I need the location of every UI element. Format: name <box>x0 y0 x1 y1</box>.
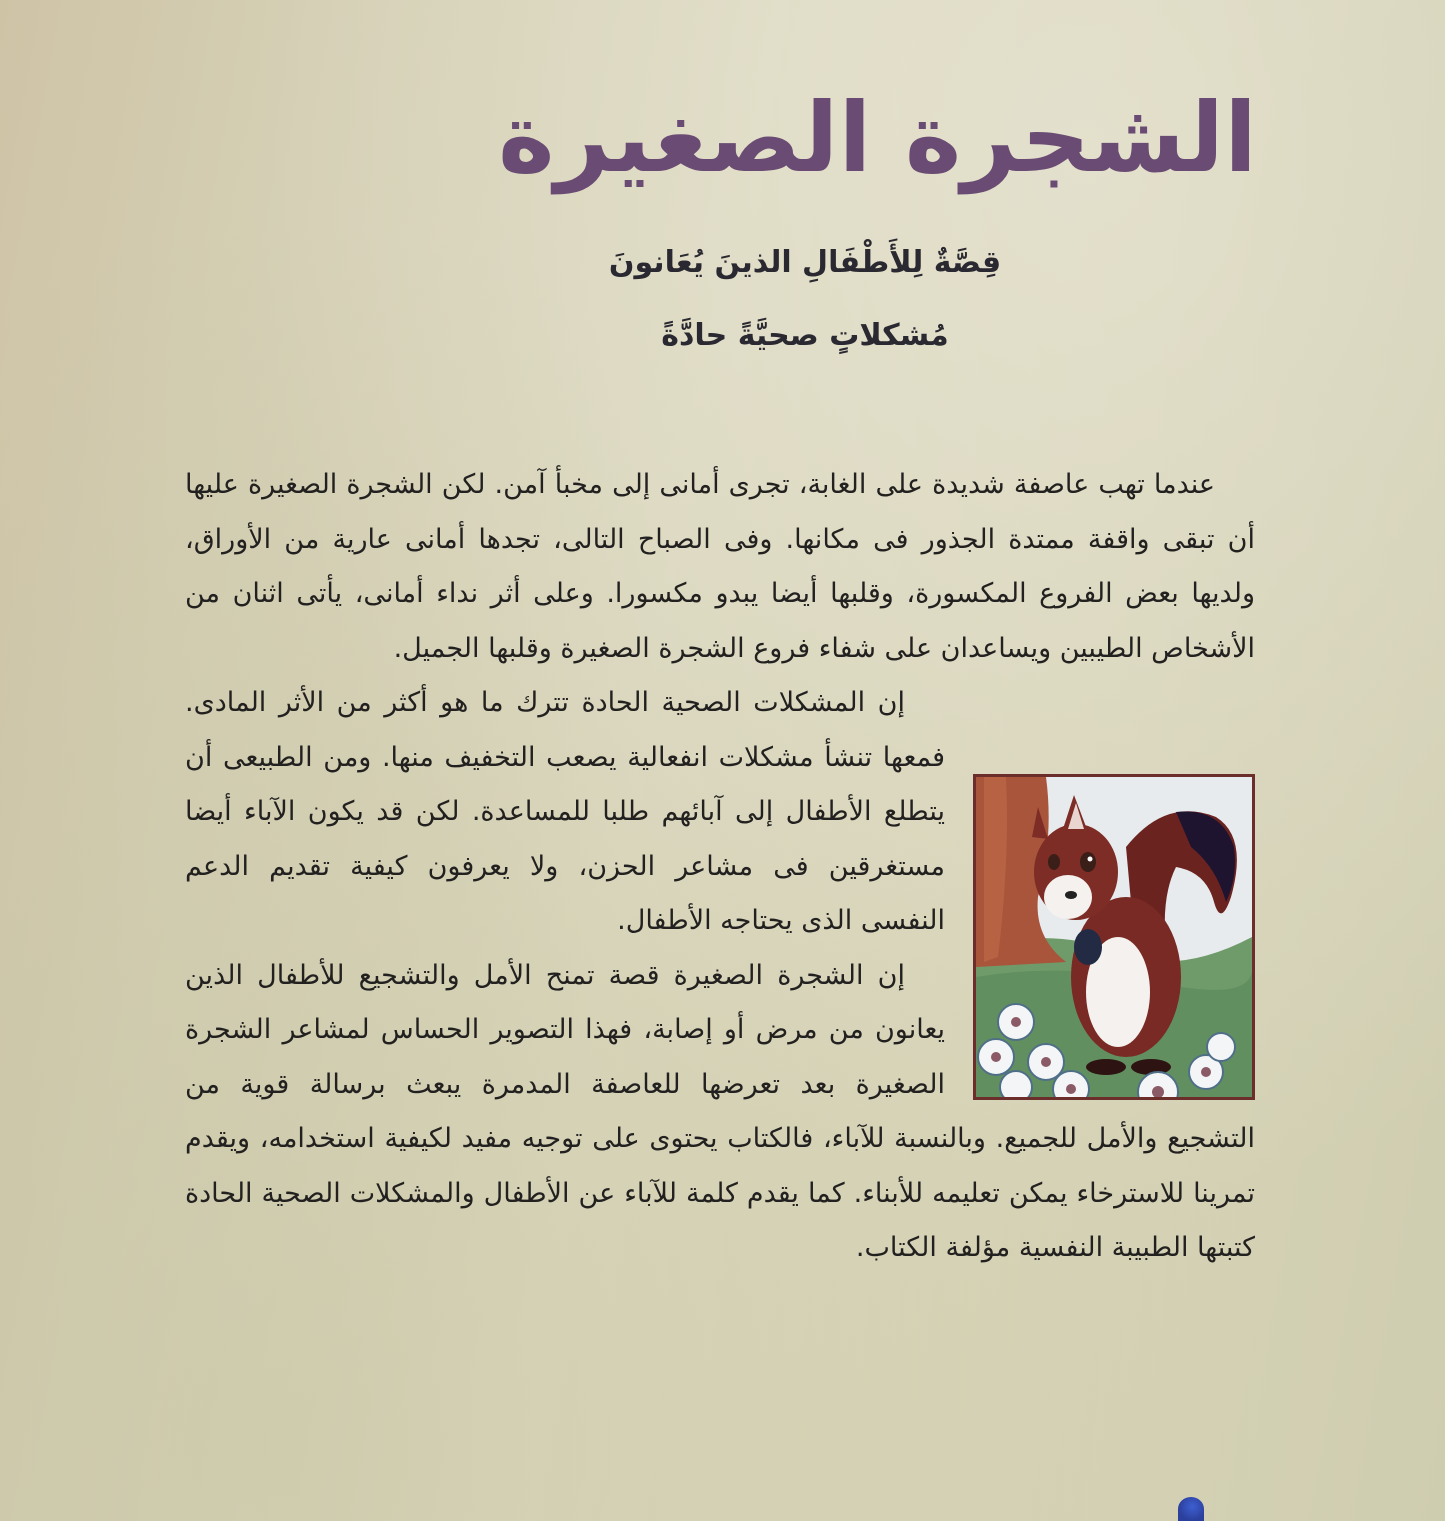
squirrel-illustration <box>973 774 1255 1100</box>
blurb-paragraph-1: عندما تهب عاصفة شديدة على الغابة، تجرى أمانى إلى مخبأ آمن. لكن الشجرة الصغيرة عليها أن تبقى واقفة ممتدة الجذور فى مكانها. وفى الصباح التالى، تجدها أمانى عارية من الأوراق، ولديها بعض الفروع المكسورة، وقلبها أيضا يبدو مكسورا. وعلى أثر نداء أمانى، يأتى اثنان من الأشخاص الطيبين ويساعدان على شفاء فروع الشجرة الصغيرة وقلبها الجميل. <box>185 469 1255 664</box>
blurb-paragraph-3: إن الشجرة الصغيرة قصة تمنح الأمل والتشجيع للأطفال الذين يعانون من مرض أو إصابة، فهذا التصوير الحساس لمشاعر الشجرة الصغيرة بعد تعرضها للعاصفة المدمرة يبعث برسالة قوية من التشجيع والأمل للجميع. وبالنسبة للآباء، فالكتاب يحتوى على توجيه مفيد لكيفية استخدامه، ويقدم تمرينا للاسترخاء يمكن تعليمه للأبناء. كما يقدم كلمة للآباء عن الأطفال والمشكلات الصحية الحادة كتبتها الطبيبة النفسية مؤلفة الكتاب. <box>185 959 1255 1263</box>
blurb-paragraph-2: إن المشكلات الصحية الحادة تترك ما هو أكثر من الأثر المادى. فمعها تنشأ مشكلات انفعالية يصعب التخفيف منها. ومن الطبيعى أن يتطلع الأطفال إلى آبائهم طلبا للمساعدة. لكن قد يكون الآباء أيضا مستغرقين فى مشاعر الحزن، ولا يعرفون كيفية تقديم الدعم النفسى الذى يحتاجه الأطفال. <box>185 687 945 936</box>
publisher-logo-icon <box>1178 1497 1204 1521</box>
book-title: الشجرة الصغيرة <box>498 82 1257 194</box>
blurb-text <box>185 458 1255 1276</box>
squirrel-image-icon <box>976 777 1252 1097</box>
subtitle-line-2: مُشكلاتٍ صحيَّةً حادَّةً <box>661 318 949 353</box>
subtitle-line-1: قِصَّةٌ لِلأَطْفَالِ الذينَ يُعَانونَ <box>608 245 1002 280</box>
